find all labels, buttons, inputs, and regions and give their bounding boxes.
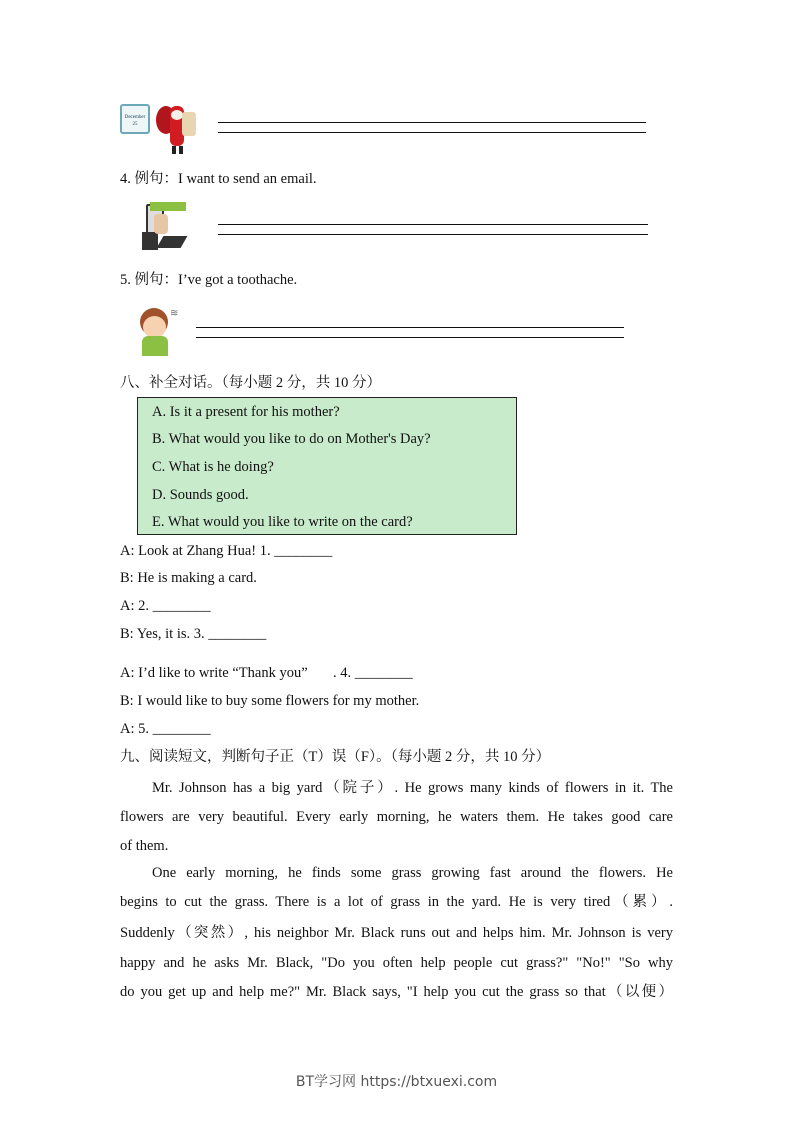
footer-watermark: BT学习网 https://btxuexi.com: [295, 1074, 498, 1090]
option-b: B. What would you like to do on Mother's Day?: [152, 431, 431, 447]
dialogue-line: A: Look at Zhang Hua! 1. ________: [120, 543, 333, 559]
toothache-boy-picture: ≋: [136, 306, 182, 356]
passage-line: begins to cut the grass. There is a lot of grass in the yard. He is very tired（累）.: [120, 894, 673, 910]
passage-line: Suddenly（突然）, his neighbor Mr. Black runs out and helps him. Mr. Johnson is very: [120, 925, 673, 941]
answer-line: [218, 224, 648, 225]
section-8-title: 八、补全对话。（每小题 2 分，共 10 分）: [120, 375, 381, 391]
section-9-title: 九、阅读短文，判断句子正（T）误（F）。（每小题 2 分，共 10 分）: [120, 749, 551, 765]
dialogue-line: A: 2. ________: [120, 598, 211, 614]
passage-line: Mr. Johnson has a big yard（院子）. He grows many kinds of flowers in it. The: [152, 780, 673, 796]
passage-line: do you get up and help me?" Mr. Black says, "I help you cut the grass so that（以便）: [120, 984, 673, 1000]
passage-line: happy and he asks Mr. Black, "Do you often help people cut grass?" "No!" "So why: [120, 955, 673, 971]
calendar-icon: December 25: [120, 104, 150, 134]
option-e: E. What would you like to write on the card?: [152, 514, 413, 530]
passage-line: of them.: [120, 838, 169, 854]
passage-line: One early morning, he finds some grass growing fast around the flowers. He: [152, 865, 673, 881]
dialogue-line: B: Yes, it is. 3. ________: [120, 626, 267, 642]
answer-line: [218, 234, 648, 235]
answer-line: [196, 327, 624, 328]
dialogue-line: B: I would like to buy some flowers for my mother.: [120, 693, 420, 709]
phone-email-picture: [140, 200, 190, 252]
christmas-picture: [120, 98, 210, 158]
answer-line: [218, 132, 646, 133]
dialogue-line: A: 5. ________: [120, 721, 211, 737]
item-4-example: 4. 例句：I want to send an email.: [120, 171, 317, 187]
passage-line: flowers are very beautiful. Every early morning, he waters them. He takes good care: [120, 809, 673, 825]
option-a: A. Is it a present for his mother?: [152, 404, 340, 420]
answer-line: [218, 122, 646, 123]
option-c: C. What is he doing?: [152, 459, 274, 475]
option-d: D. Sounds good.: [152, 487, 249, 503]
answer-line: [196, 337, 624, 338]
santa-icon: [156, 100, 192, 156]
dialogue-line: A: I’d like to write “Thank you” . 4. ________: [120, 665, 413, 681]
options-box: [137, 397, 517, 535]
item-5-example: 5. 例句：I’ve got a toothache.: [120, 272, 298, 288]
dialogue-line: B: He is making a card.: [120, 570, 257, 586]
